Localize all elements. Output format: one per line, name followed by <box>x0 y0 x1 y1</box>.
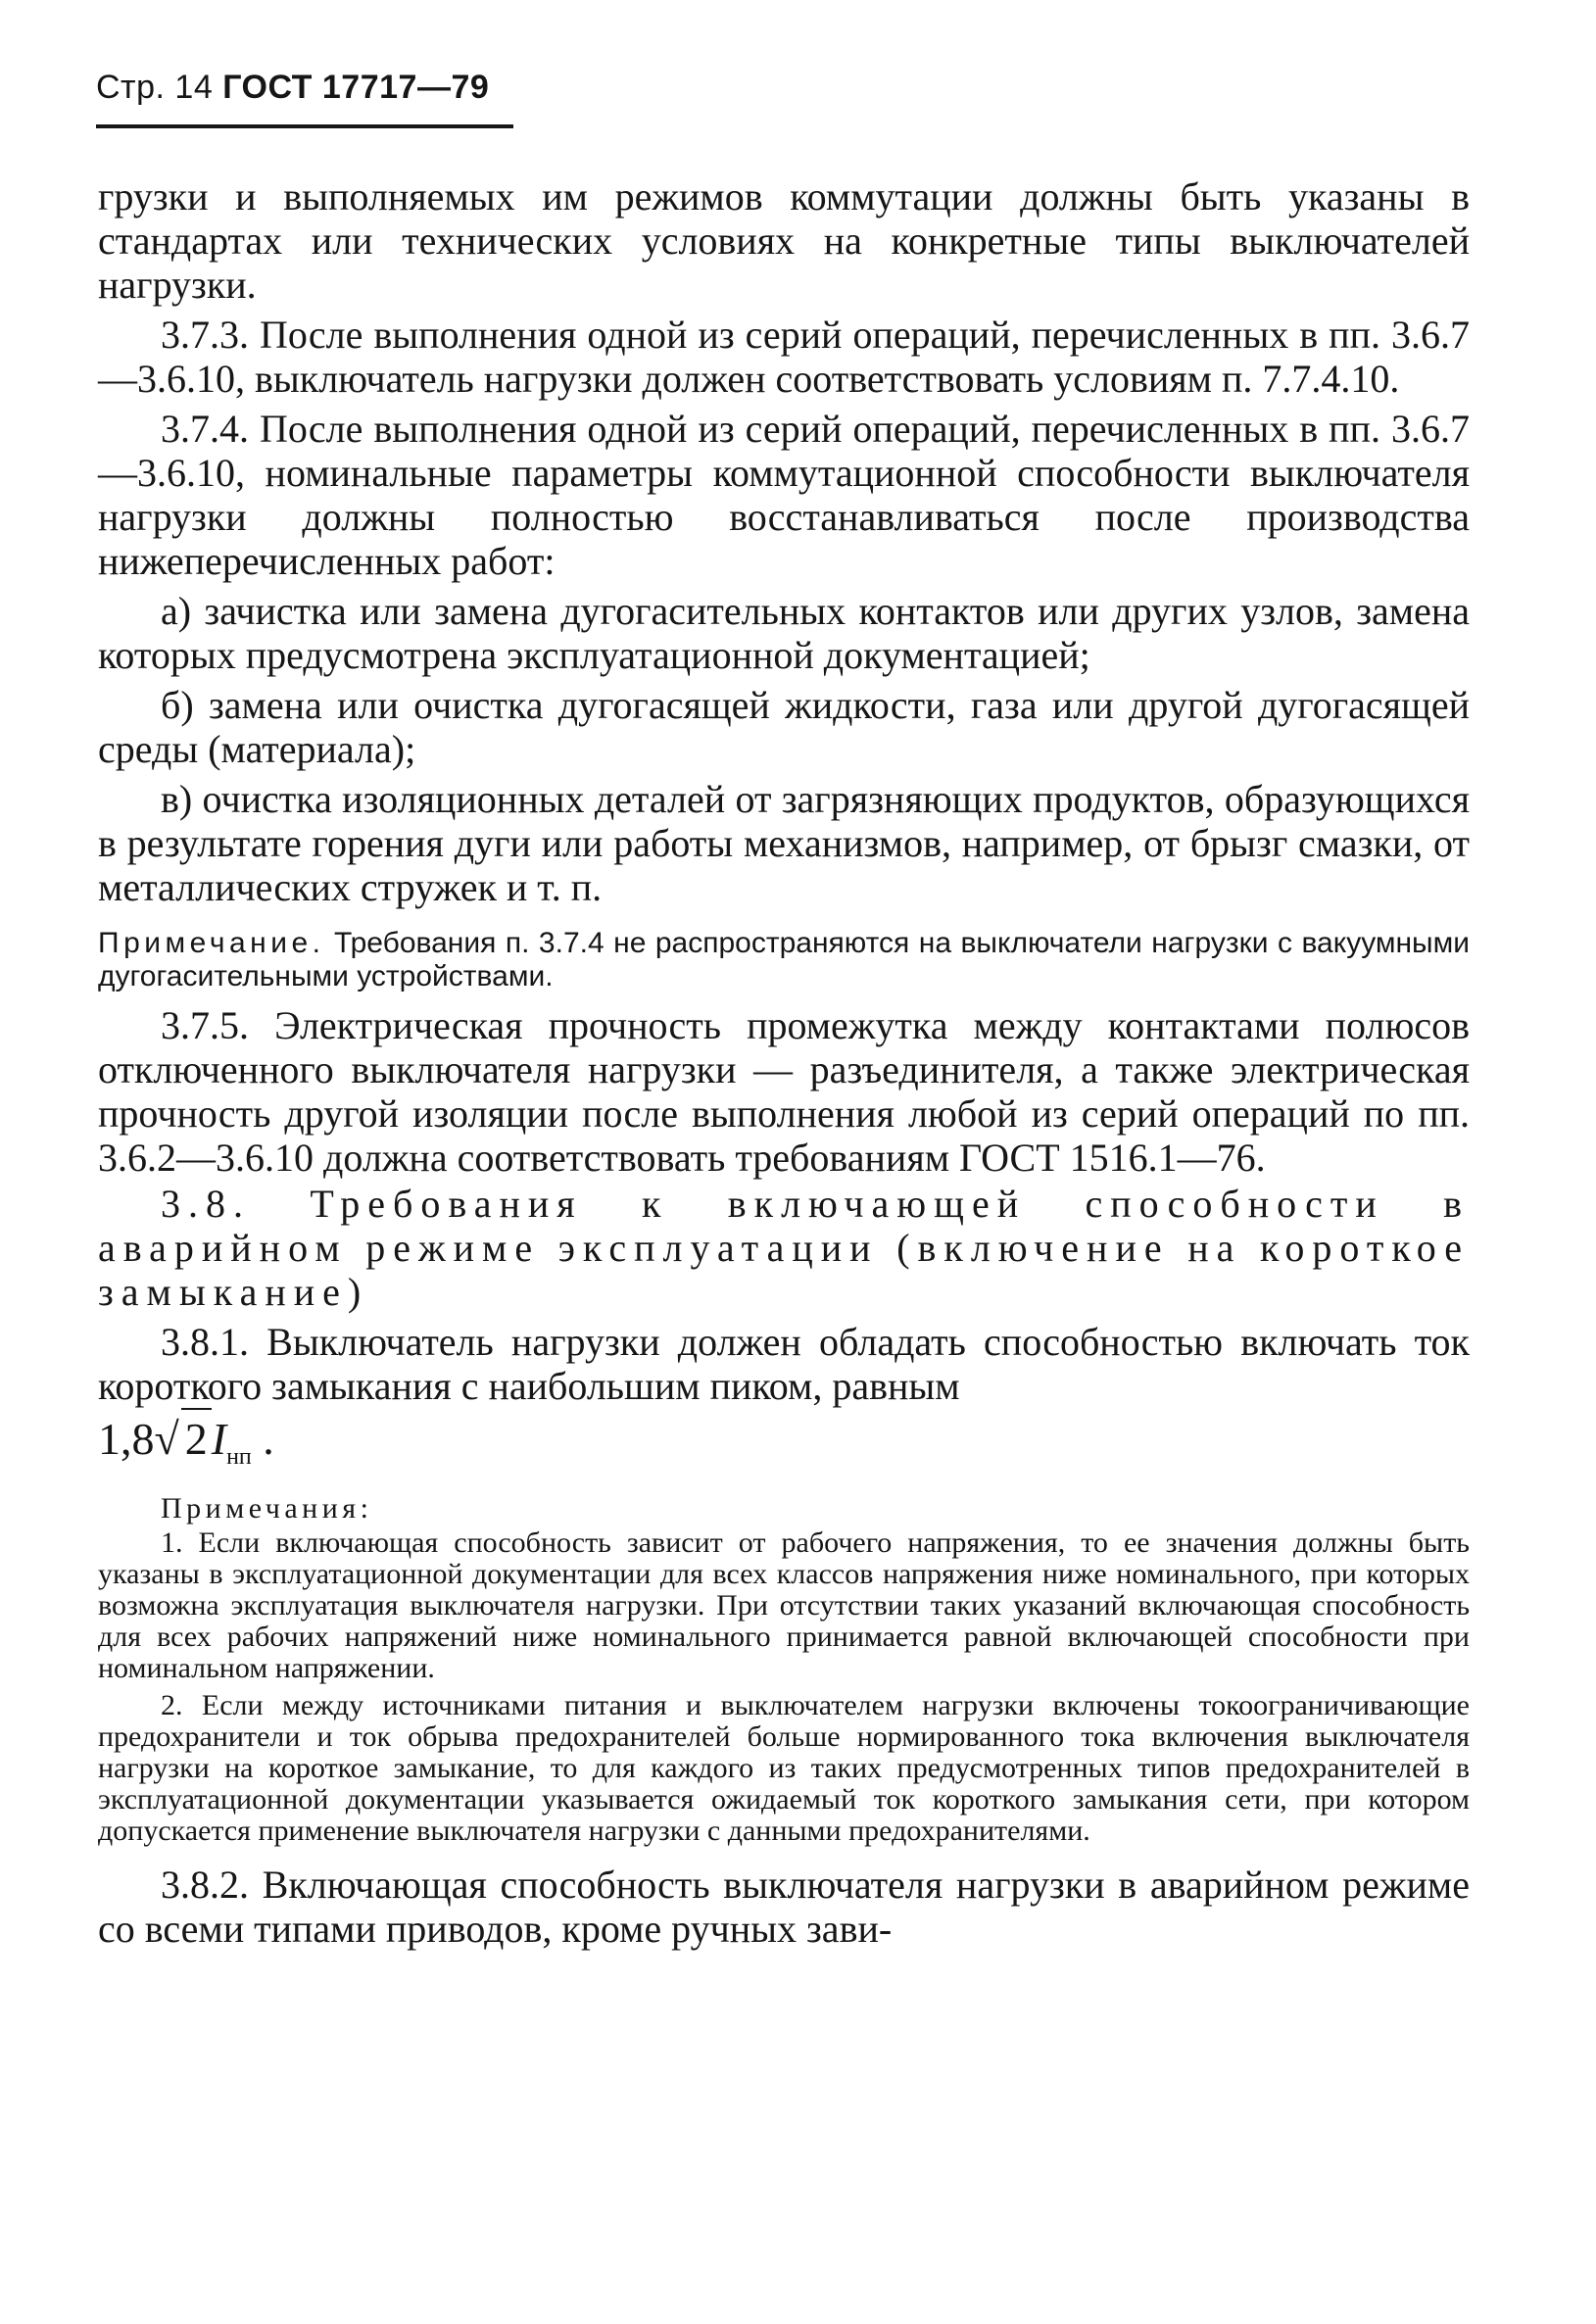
notes-label: Примечания: <box>161 1492 373 1525</box>
note-label: Примечание. <box>98 927 325 959</box>
current-symbol: I <box>211 1414 227 1464</box>
radicand-value: 2 <box>184 1414 208 1464</box>
document-code: ГОСТ 17717—79 <box>222 69 490 106</box>
formula-coefficient: 1,8 <box>98 1414 155 1464</box>
current-subscript: нп <box>226 1444 252 1471</box>
section-3-8-heading: 3.8. Требования к включающей способности в аварийном режиме эксплуатации (включение на короткое замыкание) <box>98 1182 1470 1314</box>
paragraph-3-7-5: 3.7.5. Электрическая прочность промежутка между контактами полюсов отключенного выключателя нагрузки — разъединителя, а также электрическая прочность другой изоляции после выполнения любой из серий операций по пп. 3.6.2—3.6.10 должна соответствовать требованиям ГОСТ 1516.1—76. <box>98 1003 1470 1180</box>
paragraph-3-7-4: 3.7.4. После выполнения одной из серий операций, перечисленных в пп. 3.6.7—3.6.10, номинальные параметры коммутационной способности выключателя нагрузки должны полностью восстанавливаться после производства нижеперечисленных работ: <box>98 407 1470 583</box>
paragraph-3-7-3: 3.7.3. После выполнения одной из серий операций, перечисленных в пп. 3.6.7—3.6.10, выключатель нагрузки должен соответствовать условиям п. 7.7.4.10. <box>98 313 1470 401</box>
formula-tail: . <box>251 1414 274 1464</box>
header-rule <box>96 124 513 128</box>
sqrt-sign: √ <box>154 1414 179 1464</box>
note-text: Требования п. 3.7.4 не распространяются на выключатели нагрузки с вакуумными дугогасительными устройствами. <box>98 927 1470 993</box>
note-item-1: 1. Если включающая способность зависит от рабочего напряжения, то ее значения должны быть указаны в эксплуатационной документации для всех классов напряжения ниже номинального, при которых возможна эксплуатация выключателя нагрузки. При отсутствии таких указаний включающая способность для всех рабочих напряжений ниже номинального принимается равной включающей способности при номинальном напряжении. <box>98 1526 1470 1685</box>
sqrt-radicand <box>181 1408 212 1469</box>
list-item-v: в) очистка изоляционных деталей от загрязняющих продуктов, образующихся в результате горения дуги или работы механизмов, например, от брызг смазки, от металлических стружек и т. п. <box>98 777 1470 909</box>
list-item-b: б) замена или очистка дугогасящей жидкости, газа или другой дугогасящей среды (материала); <box>98 683 1470 771</box>
paragraph-3-8-2: 3.8.2. Включающая способность выключателя нагрузки в аварийном режиме со всеми типами приводов, кроме ручных зави- <box>98 1863 1470 1952</box>
formula-peak-current <box>98 1408 1470 1486</box>
document-body <box>98 174 1470 1951</box>
page-number: Стр. 14 <box>96 69 214 106</box>
paragraph-continuation: грузки и выполняемых им режимов коммутации должны быть указаны в стандартах или технических условиях на конкретные типы выключателей нагрузки. <box>98 174 1470 307</box>
page-header <box>96 69 489 107</box>
list-item-a: а) зачистка или замена дугогасительных контактов или других узлов, замена которых предусмотрена эксплуатационной документацией; <box>98 589 1470 677</box>
note-3-7-4 <box>98 927 1470 993</box>
note-item-2: 2. Если между источниками питания и выключателем нагрузки включены токоограничивающие предохранители и ток обрыва предохранителей больше нормированного тока включения выключателя нагрузки на короткое замыкание, то для каждого из таких предусмотренных типов предохранителей в эксплуатационной документации указывается ожидаемый ток короткого замыкания сети, при котором допускается применение выключателя нагрузки с данными предохранителями. <box>98 1689 1470 1848</box>
paragraph-3-8-1: 3.8.1. Выключатель нагрузки должен обладать способностью включать ток короткого замыкания с наибольшим пиком, равным <box>98 1320 1470 1408</box>
